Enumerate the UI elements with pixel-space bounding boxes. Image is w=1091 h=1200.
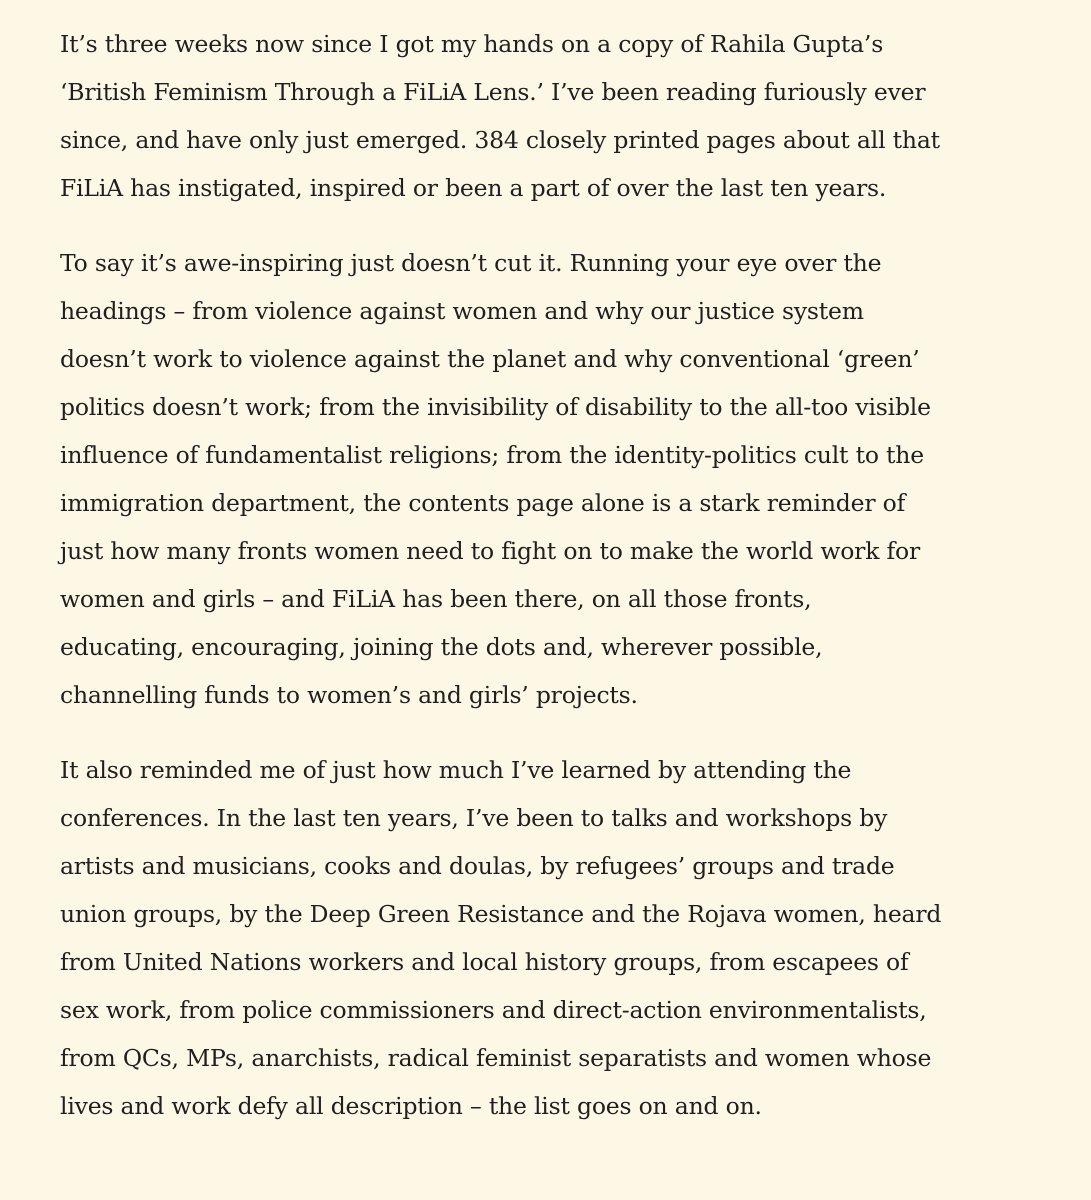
text-line: conferences. In the last ten years, I’ve been to talks and workshops by — [60, 804, 888, 832]
text-line: lives and work defy all description – the list goes on and on. — [60, 1092, 762, 1120]
paragraph-2 — [60, 239, 1051, 719]
text-line: ‘British Feminism Through a FiLiA Lens.’ I’ve been reading furiously ever — [60, 78, 926, 106]
text-line: sex work, from police commissioners and direct-action environmentalists, — [60, 996, 927, 1024]
text-line: educating, encouraging, joining the dots and, wherever possible, — [60, 633, 823, 661]
text-line: headings – from violence against women and why our justice system — [60, 297, 864, 325]
text-line: FiLiA has instigated, inspired or been a part of over the last ten years. — [60, 174, 887, 202]
text-line: from QCs, MPs, anarchists, radical feminist separatists and women whose — [60, 1044, 932, 1072]
text-line: influence of fundamentalist religions; from the identity-politics cult to the — [60, 441, 924, 469]
text-line: artists and musicians, cooks and doulas, by refugees’ groups and trade — [60, 852, 895, 880]
text-line: channelling funds to women’s and girls’ projects. — [60, 681, 638, 709]
paragraph-1 — [60, 20, 1051, 212]
text-line: from United Nations workers and local history groups, from escapees of — [60, 948, 909, 976]
article-body — [60, 20, 1051, 1130]
text-line: since, and have only just emerged. 384 closely printed pages about all that — [60, 126, 940, 154]
text-line: To say it’s awe-inspiring just doesn’t cut it. Running your eye over the — [60, 249, 882, 277]
text-line: It also reminded me of just how much I’ve learned by attending the — [60, 756, 852, 784]
text-line: just how many fronts women need to fight on to make the world work for — [60, 537, 921, 565]
text-line: union groups, by the Deep Green Resistance and the Rojava women, heard — [60, 900, 942, 928]
paragraph-3 — [60, 746, 1051, 1130]
text-line: doesn’t work to violence against the planet and why conventional ‘green’ — [60, 345, 920, 373]
text-line: immigration department, the contents page alone is a stark reminder of — [60, 489, 906, 517]
text-line: It’s three weeks now since I got my hands on a copy of Rahila Gupta’s — [60, 30, 884, 58]
text-line: politics doesn’t work; from the invisibility of disability to the all-too visible — [60, 393, 931, 421]
text-line: women and girls – and FiLiA has been there, on all those fronts, — [60, 585, 812, 613]
